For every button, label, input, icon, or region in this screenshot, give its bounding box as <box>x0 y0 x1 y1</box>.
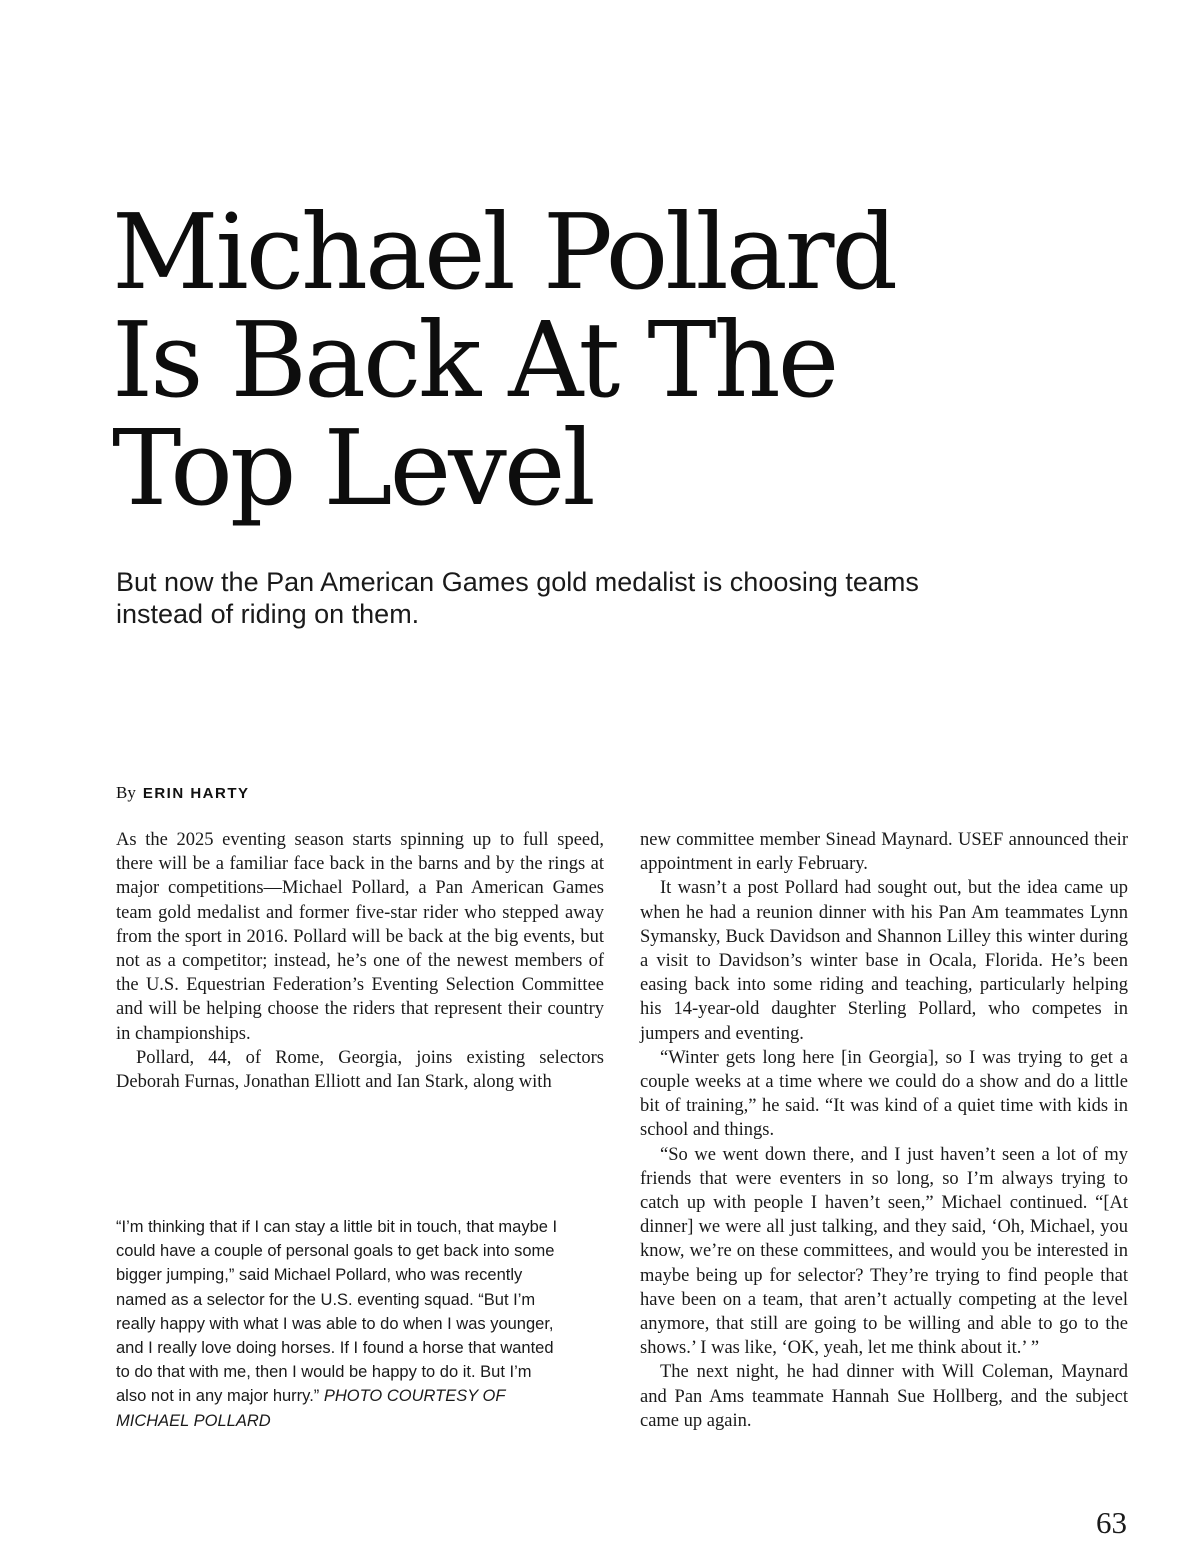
caption-text: “I’m thinking that if I can stay a little bit in touch, that maybe I could have a couple of personal goals to get back into some bigger jumping,” said Michael Pollard, who was recently named as a selector for the U.S. eventing squad. “But I’m really happy with what I was able to do when I was younger, and I really love doing horses. If I found a horse that wanted to do that with me, then I would be happy to do it. But I’m also not in any major hurry.” <box>116 1218 558 1406</box>
body-paragraph: The next night, he had dinner with Will Coleman, Maynard and Pan Ams teammate Hannah Sue Hollberg, and the subject came up again. <box>640 1362 1128 1431</box>
body-paragraph: It wasn’t a post Pollard had sought out, but the idea came up when he had a reunion dinner with his Pan Am teammates Lynn Symansky, Buck Davidson and Shannon Lilley this winter during a visit to Davidson’s winter base in Ocala, Florida. He’s been easing back into some riding and teaching, particularly helping his 14-year-old daughter Sterling Pollard, who competes in jumpers and eventing. <box>640 878 1128 1044</box>
body-paragraph: “Winter gets long here [in Georgia], so I was trying to get a couple weeks at a time where we could do a show and do a little bit of training,” he said. “It was kind of a quiet time with kids in school and things. <box>640 1047 1128 1141</box>
subheadline: But now the Pan American Games gold medalist is choosing teams instead of riding on them. <box>116 567 919 629</box>
byline <box>116 783 250 804</box>
headline-line: Is Back At The <box>112 299 837 421</box>
body-column-right <box>640 828 1128 1433</box>
photo-caption <box>116 1215 566 1433</box>
body-column-left <box>116 828 604 1094</box>
body-paragraph: As the 2025 eventing season starts spinning up to full speed, there will be a familiar face back in the barns and by the rings at major competitions—Michael Pollard, a Pan American Games team gold medalist and former five-star rider who stepped away from the sport in 2016. Pollard will be back at the big events, but not as a competitor; instead, he’s one of the newest members of the U.S. Equestrian Federation’s Eventing Selection Committee and will be helping choose the riders that represent their country in championships. <box>116 830 604 1044</box>
headline <box>112 191 1112 529</box>
page-number: 63 <box>1096 1505 1127 1540</box>
body-paragraph: “So we went down there, and I just haven’t seen a lot of my friends that were eventers in so long, so I’m always trying to catch up with people I haven’t seen,” Michael continued. “[At dinner] we were all just talking, and they said, ‘Oh, Michael, you know, we’re on these committees, and would you be interested in maybe being up for selector? They’re trying to find people that have been on a team, that aren’t actually competing at the level anymore, that still are going to be willing and able to go to the shows.’ I was like, ‘OK, yeah, let me think about it.’ ” <box>640 1144 1128 1359</box>
body-paragraph: new committee member Sinead Maynard. USEF announced their appointment in early February. <box>640 830 1128 875</box>
byline-prefix: By <box>116 783 136 802</box>
photo-credit: PHOTO COURTESY OF MICHAEL POLLARD <box>116 1387 506 1430</box>
headline-line: Michael Pollard <box>112 191 896 313</box>
headline-line: Top Level <box>112 407 593 529</box>
body-paragraph: Pollard, 44, of Rome, Georgia, joins existing selectors Deborah Furnas, Jonathan Elliott and Ian Stark, along with <box>116 1047 604 1093</box>
byline-author: ERIN HARTY <box>142 785 250 802</box>
